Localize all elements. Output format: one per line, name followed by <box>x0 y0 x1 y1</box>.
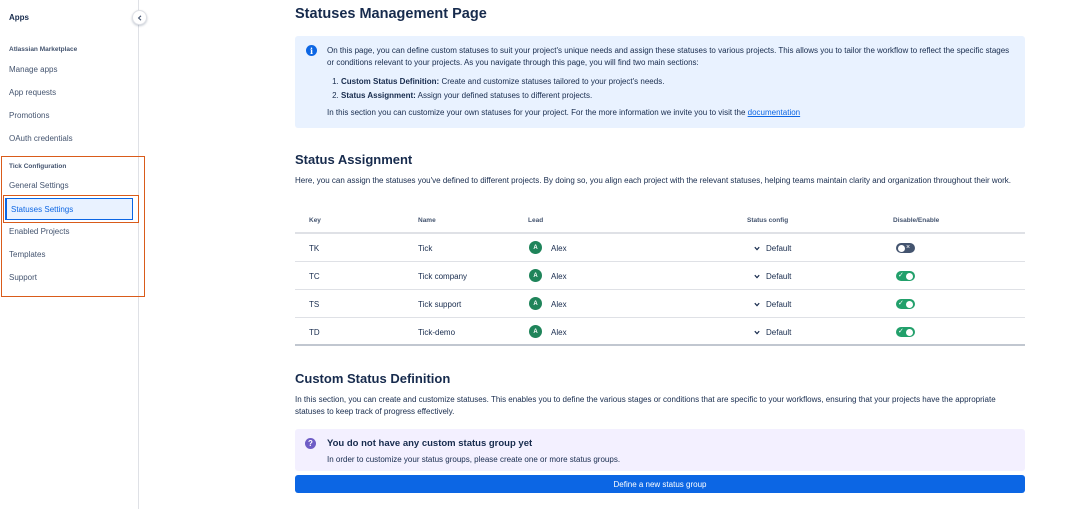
row-lead: Alex <box>551 244 567 253</box>
column-header-disable-enable: Disable/Enable <box>893 217 940 224</box>
status-config-value: Default <box>766 244 792 253</box>
cross-icon: × <box>906 244 911 251</box>
empty-state-title: You do not have any custom status group yet <box>327 438 533 449</box>
toggle-knob <box>906 329 913 336</box>
table-header <box>295 209 1025 234</box>
page-title: Statuses Management Page <box>295 6 487 22</box>
row-key: TC <box>309 272 320 281</box>
chevron-down-icon <box>754 302 760 307</box>
avatar: A <box>529 241 542 254</box>
config-heading: Tick Configuration <box>9 163 67 170</box>
info-item-text: Create and customize statuses tailored to your project's needs. <box>439 77 665 86</box>
info-list-item <box>341 89 664 103</box>
row-name: Tick <box>418 244 433 253</box>
enable-toggle[interactable] <box>896 299 915 309</box>
avatar: A <box>529 297 542 310</box>
table-row <box>295 262 1025 290</box>
toggle-knob <box>898 245 905 252</box>
sidebar-item-templates[interactable]: Templates <box>9 250 46 259</box>
sidebar-item-enabled-projects[interactable]: Enabled Projects <box>9 227 70 236</box>
table-row <box>295 318 1025 346</box>
column-header-lead[interactable]: Lead <box>528 217 544 224</box>
row-lead: Alex <box>551 300 567 309</box>
chevron-down-icon <box>754 274 760 279</box>
info-intro: On this page, you can define custom statuses to suit your project's unique needs and assign these statuses to various projects. This allows you to tailor the workflow to reflect the specific stages or conditions relevant to your projects. As you navigate through this page, you will find two main sections: <box>327 46 1010 67</box>
sidebar-item-oauth-credentials[interactable]: OAuth credentials <box>9 134 73 143</box>
question-icon: ? <box>305 438 316 449</box>
status-config-value: Default <box>766 300 792 309</box>
enable-toggle[interactable] <box>896 327 915 337</box>
table-row <box>295 234 1025 262</box>
empty-state-panel <box>295 429 1025 471</box>
check-icon: ✓ <box>898 328 904 335</box>
column-header-status-config: Status config <box>747 217 789 224</box>
sidebar-item-statuses-settings[interactable]: Statuses Settings <box>5 198 133 220</box>
status-config-value: Default <box>766 328 792 337</box>
info-list-item <box>341 75 664 89</box>
sidebar-item-support[interactable]: Support <box>9 273 38 282</box>
sidebar-title: Apps <box>9 13 29 22</box>
documentation-link[interactable]: documentation <box>747 108 801 117</box>
enable-toggle[interactable] <box>896 243 915 253</box>
info-item-title: Status Assignment: <box>341 91 416 100</box>
status-config-select[interactable] <box>754 300 791 309</box>
avatar: A <box>529 269 542 282</box>
column-header-name[interactable]: Name <box>418 217 436 224</box>
table-row <box>295 290 1025 318</box>
sidebar-item-general-settings[interactable]: General Settings <box>9 181 69 190</box>
row-key: TS <box>309 300 320 309</box>
row-name: Tick-demo <box>418 328 456 337</box>
custom-status-definition-description: In this section, you can create and customize statuses. This enables you to define the various stages or conditions that are specific to your workflows, ensuring that your projects have the appropriate statuses to keep track of progress effectively. <box>295 395 996 416</box>
column-header-key[interactable]: Key <box>309 217 321 224</box>
chevron-left-icon <box>137 15 143 21</box>
row-lead: Alex <box>551 328 567 337</box>
info-list <box>341 75 664 103</box>
chevron-down-icon <box>754 330 760 335</box>
info-footer <box>327 108 800 117</box>
info-panel <box>295 36 1025 128</box>
status-assignment-title: Status Assignment <box>295 152 413 167</box>
sidebar-item-app-requests[interactable]: App requests <box>9 88 57 97</box>
enable-toggle[interactable] <box>896 271 915 281</box>
status-config-value: Default <box>766 272 792 281</box>
info-item-text: Assign your defined statuses to different projects. <box>415 91 593 100</box>
sidebar-item-promotions[interactable]: Promotions <box>9 111 50 120</box>
status-assignment-description: Here, you can assign the statuses you've defined to different projects. By doing so, you align each project with the relevant statuses, helping teams maintain clarity and organization throughout their work. <box>295 176 1012 185</box>
avatar: A <box>529 325 542 338</box>
row-key: TK <box>309 244 320 253</box>
status-config-select[interactable] <box>754 244 791 253</box>
sidebar-item-manage-apps[interactable]: Manage apps <box>9 65 58 74</box>
status-config-select[interactable] <box>754 328 791 337</box>
marketplace-heading: Atlassian Marketplace <box>9 46 78 53</box>
row-lead: Alex <box>551 272 567 281</box>
define-status-group-button[interactable]: Define a new status group <box>295 475 1025 493</box>
sidebar <box>0 0 139 509</box>
sidebar-collapse-button[interactable] <box>132 10 147 25</box>
custom-status-definition-title: Custom Status Definition <box>295 371 451 386</box>
status-config-select[interactable] <box>754 272 791 281</box>
toggle-knob <box>906 273 913 280</box>
check-icon: ✓ <box>898 272 904 279</box>
info-icon: i <box>306 45 317 56</box>
row-name: Tick support <box>418 300 462 309</box>
chevron-down-icon <box>754 246 760 251</box>
info-item-title: Custom Status Definition: <box>341 77 440 86</box>
empty-state-text: In order to customize your status groups, please create one or more status groups. <box>327 455 621 464</box>
row-name: Tick company <box>418 272 468 281</box>
toggle-knob <box>906 301 913 308</box>
check-icon: ✓ <box>898 300 904 307</box>
row-key: TD <box>309 328 320 337</box>
projects-table <box>295 209 1025 346</box>
info-footer-text: In this section you can customize your own statuses for your project. For the more information we invite you to visit the <box>327 108 748 117</box>
